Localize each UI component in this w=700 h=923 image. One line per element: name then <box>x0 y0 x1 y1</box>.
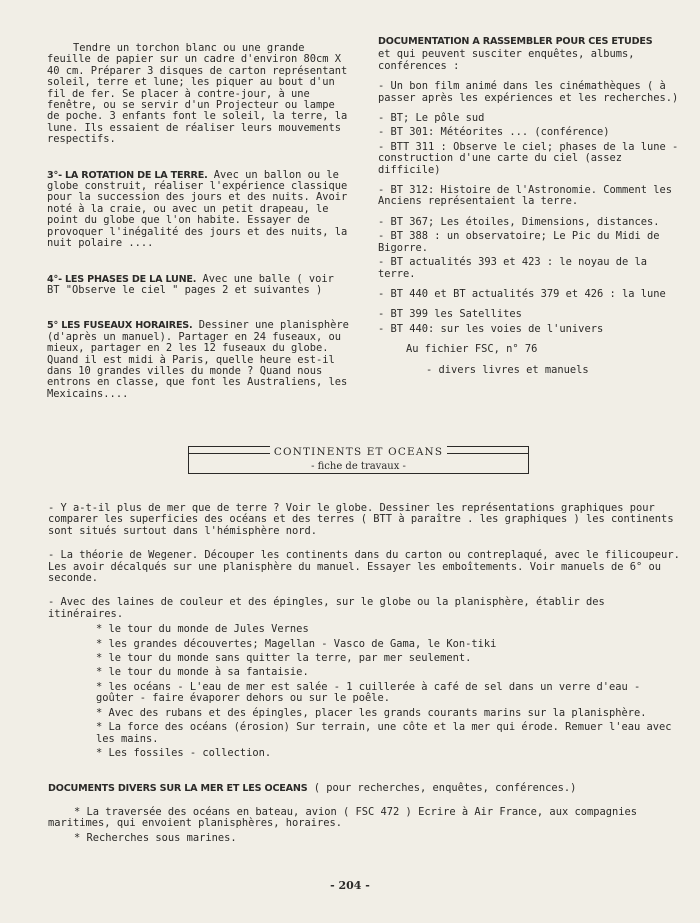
page-number: - 204 - <box>330 879 370 892</box>
section-phases-text: Avec une balle ( voir BT "Observe le ciel " pages 2 et suivantes ) <box>47 272 334 296</box>
section-fuseaux-heading: 5° LES FUSEAUX HORAIRES. <box>47 320 193 332</box>
list-item: * Les fossiles - collection. <box>96 746 272 759</box>
left-column <box>47 43 352 400</box>
section-rotation-heading: 3°- LA ROTATION DE LA TERRE. <box>47 169 208 181</box>
doc-item: - BT 440: sur les voies de l'univers <box>378 322 604 335</box>
section-phases-heading: 4°- LES PHASES DE LA LUNE. <box>47 273 197 285</box>
list-item: * les océans - L'eau de mer est salée - 1 cuillerée à café de sel dans un verre d'eau - goûter - faire évaporer dehors ou sur le poêle. <box>96 680 641 705</box>
paragraph-itineraires: - Avec des laines de couleur et des épingles, sur le globe ou la planisphère, établir des itinéraires. <box>48 596 605 620</box>
divers-livres: - divers livres et manuels <box>426 363 589 376</box>
doc-item: - BTT 311 : Observe le ciel; phases de la lune -construction d'une carte du ciel (assez difficile) <box>378 140 679 176</box>
fichier-reference: Au fichier FSC, n° 76 <box>406 343 538 356</box>
doc-item: - BT actualités 393 et 423 : le noyau de la terre. <box>378 256 647 280</box>
box-title: CONTINENTS ET OCEANS <box>270 446 447 458</box>
doc-item: - BT; Le pôle sud <box>378 112 485 125</box>
section-fuseaux <box>47 320 352 400</box>
documents-divers <box>48 783 682 794</box>
doc-item: - Un bon film animé dans les cinémathèques ( à passer après les expériences et les recherches.) <box>378 80 679 104</box>
doc-item: - BT 440 et BT actualités 379 et 426 : la lune <box>378 287 666 300</box>
documents-divers-note: ( pour recherches, enquêtes, conférences.) <box>307 782 577 795</box>
doc-item: - BT 301: Météorites ... (conférence) <box>378 126 610 139</box>
list-item: * La force des océans (érosion) Sur terrain, une côte et la mer qui érode. Remuer l'eau avec les mains. <box>96 721 672 745</box>
right-column <box>378 36 683 376</box>
section-fuseaux-text: Dessiner une planisphère (d'après un manuel). Partager en 24 fuseaux, ou mieux, partager en 2 les 12 fuseaux du globe. Quand il est midi à Paris, quelle heure est-il dans 10 grandes villes du monde ? Quand nous entrons en classe, que font les Australiens, les Mexicains.... <box>47 319 349 400</box>
documents-divers-heading: DOCUMENTS DIVERS SUR LA MER ET LES OCEANS <box>48 783 308 795</box>
doc-item: - BT 312: Histoire de l'Astronomie. Comment les Anciens représentaient la terre. <box>378 184 673 208</box>
section-rotation <box>47 170 352 250</box>
doc-item: - BT 399 les Satellites <box>378 308 522 321</box>
doc-item: - BT 388 : un observatoire; Le Pic du Midi de Bigorre. <box>378 230 660 254</box>
list-item: * le tour du monde de Jules Vernes <box>96 623 309 636</box>
list-item: * Avec des rubans et des épingles, placer les grands courants marins sur la planisphère. <box>96 706 647 719</box>
documentation-heading: DOCUMENTATION A RASSEMBLER POUR CES ETUDES <box>378 36 653 47</box>
section-rotation-text: Avec un ballon ou le globe construit, réaliser l'expérience classique pour la succession des jours et des nuits. Avoir noté à la craie, ou avec un petit drapeau, le point du globe que l'on habite. Essayer de provoquer l'inégalité des jours et des nuits, la nuit polaire .... <box>47 168 348 250</box>
box-subtitle: - fiche de travaux - <box>311 461 406 472</box>
doc-item: - BT 367; Les étoiles, Dimensions, distances. <box>378 215 660 228</box>
documents-item: * La traversée des océans en bateau, avion ( FSC 472 ) Ecrire à Air France, aux compagnies maritimes, qui envoient planisphères, horaires. <box>48 805 638 830</box>
paragraph-wegener: - La théorie de Wegener. Découper les continents dans du carton ou contreplaqué, avec le filicoupeur. Les avoir décalqués sur une planisphère du manuel. Essayer les emboîtements. Voir manuels de 6° ou seconde. <box>48 549 680 585</box>
work-sheet-body <box>48 503 682 844</box>
section-phases <box>47 274 352 297</box>
list-item: * les grandes découvertes; Magellan - Vasco de Gama, le Kon-tiki <box>96 637 497 650</box>
intro-paragraph: Tendre un torchon blanc ou une grande feuille de papier sur un cadre d'environ 80cm X 40 cm. Préparer 3 disques de carton représentant soleil, terre et lune; les piquer au bout d'un fil de fer. Se placer à contre-jour, à une fenêtre, ou se servir d'un Projecteur ou lampe de poche. 3 enfants font le soleil, la terre, la lune. Ils essaient de réaliser leurs mouvements respectifs. <box>47 42 348 146</box>
section-title-box <box>188 446 529 474</box>
documents-item: * Recherches sous marines. <box>74 831 237 844</box>
paragraph-mer-terre: - Y a-t-il plus de mer que de terre ? Voir le globe. Dessiner les représentations graphiques pour comparer les superficies des océans et des terres ( BTT à paraître . les graphiques ) les continents sont situés surtout dans l'hémisphère nord. <box>48 502 674 537</box>
list-item: * le tour du monde sans quitter la terre, par mer seulement. <box>96 652 472 665</box>
documentation-intro: et qui peuvent susciter enquêtes, albums, conférences : <box>378 48 635 72</box>
list-item: * le tour du monde à sa fantaisie. <box>96 666 309 679</box>
